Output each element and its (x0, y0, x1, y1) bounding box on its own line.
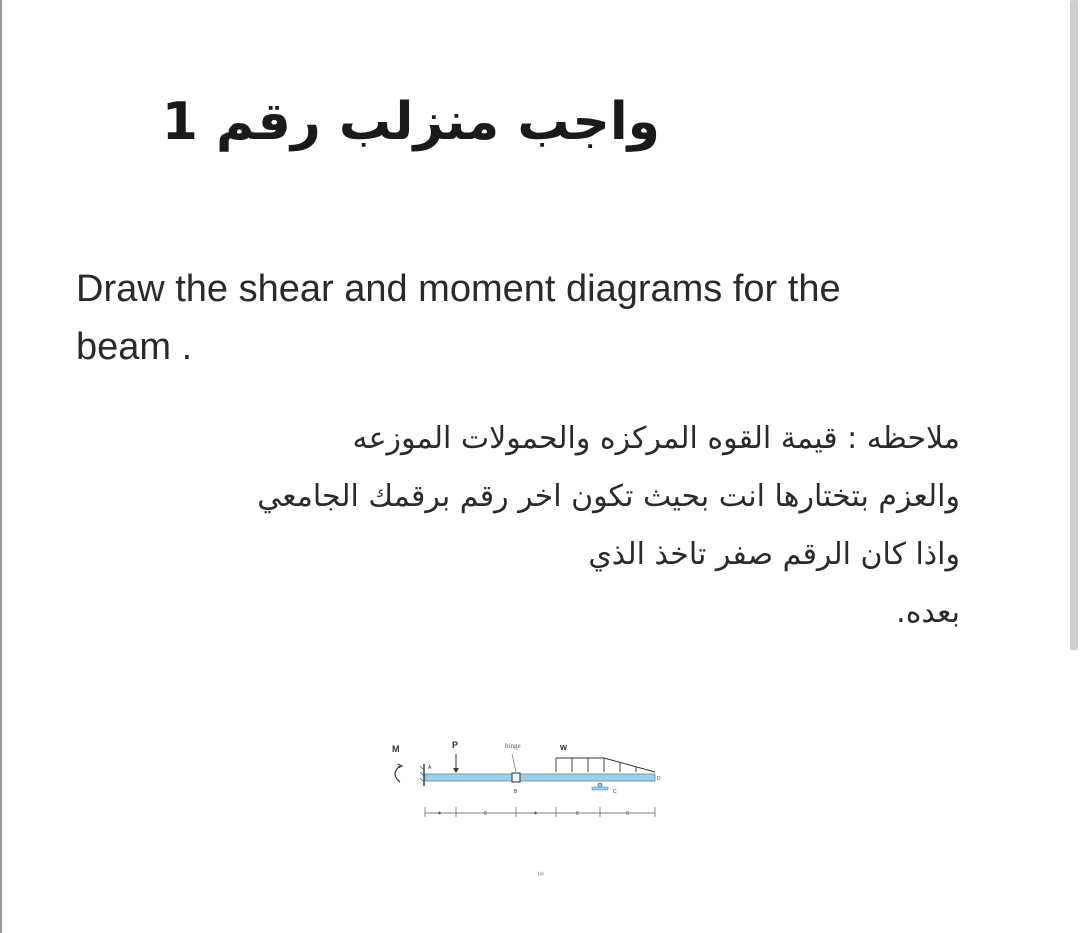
point-d-label: D (657, 776, 661, 782)
point-a-label: A (428, 765, 432, 771)
hinge-icon (512, 773, 520, 782)
beam-figure (380, 736, 680, 886)
hinge-pointer (512, 754, 516, 772)
note-line-2: والعزم بتختارها انت بحيث تكون اخر رقم برقمك الجامعي (257, 479, 960, 514)
dimension-label: 4 (438, 811, 441, 817)
window-left-border (0, 0, 2, 933)
dimension-label: 6 (576, 811, 579, 817)
beam-body (425, 774, 655, 781)
beam-diagram (380, 736, 680, 886)
hinge-label: hinge (505, 742, 521, 750)
problem-statement-line-1: Draw the shear and moment diagrams for the (76, 268, 841, 310)
dimension-label: 6 (626, 811, 629, 817)
point-b-label: B (514, 789, 518, 795)
problem-statement-line-2: beam . (76, 326, 193, 368)
point-c-label: C (613, 789, 617, 795)
moment-arrow-icon (395, 766, 400, 782)
scrollbar[interactable] (1067, 0, 1080, 933)
note-line-4: بعده. (896, 595, 960, 630)
figure-caption: (a) (538, 872, 544, 877)
page-title: واجب منزلب رقم 1 (161, 92, 660, 152)
note-paragraph (60, 410, 960, 642)
load-label: w (560, 742, 568, 752)
note-line-3: واذا كان الرقم صفر تاخذ الذي (588, 537, 960, 572)
force-label: P (452, 740, 459, 750)
scrollbar-thumb[interactable] (1070, 0, 1078, 650)
dimension-label: 6 (484, 811, 487, 817)
problem-statement (76, 260, 976, 376)
note-line-1: ملاحظه : قيمة القوه المركزه والحمولات الموزعه (352, 421, 960, 456)
distributed-load-outline (556, 758, 655, 772)
dimension-label: 4 (534, 811, 537, 817)
moment-label: M (392, 744, 400, 754)
roller-support-icon (598, 783, 602, 787)
